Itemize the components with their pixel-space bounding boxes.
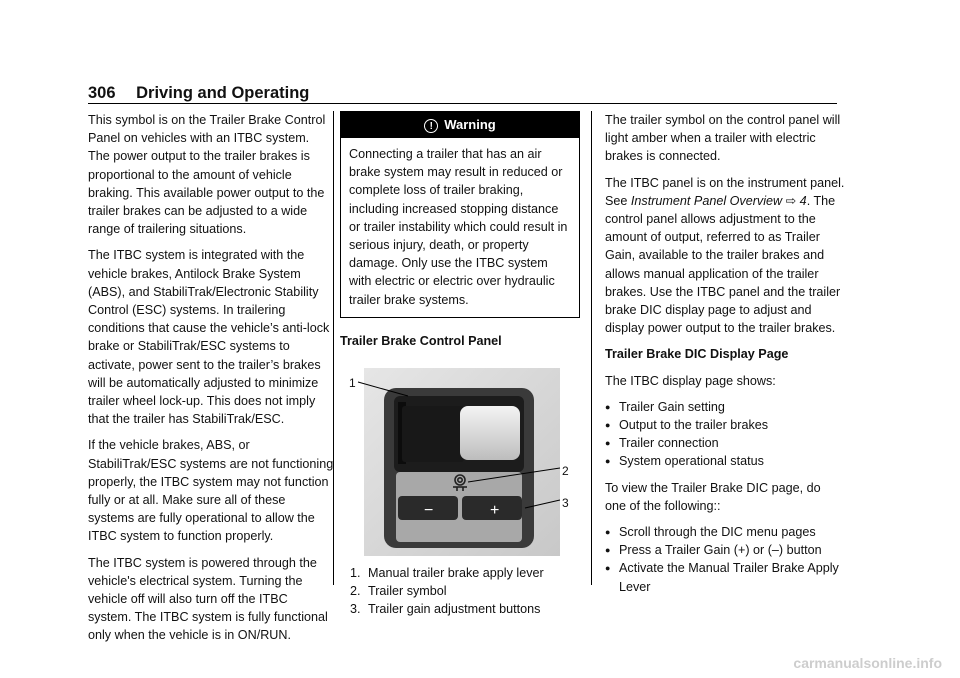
caption-item: 2. Trailer symbol: [364, 582, 580, 600]
dic-heading: Trailer Brake DIC Display Page: [605, 347, 789, 362]
page-number: 306: [88, 84, 116, 102]
column-middle: [340, 111, 580, 619]
page-ref-number[interactable]: 4: [799, 193, 807, 208]
view-steps-list: [605, 523, 845, 596]
callout-3: 3: [562, 496, 569, 511]
caption-item: 1. Manual trailer brake apply lever: [364, 564, 580, 582]
paragraph: To view the Trailer Brake DIC page, do one of the following::: [605, 480, 821, 513]
trailer-brake-panel-figure: [340, 358, 580, 558]
paragraph-text: The ITBC panel is on the instrument panel. See: [605, 175, 845, 208]
callout-2: 2: [562, 464, 569, 479]
list-item: ● System operational status: [605, 452, 845, 470]
paragraph: [605, 174, 845, 338]
warning-header: [341, 112, 579, 138]
list-item: ● Activate the Manual Trailer Brake Apply Lever: [605, 559, 845, 595]
list-item: ● Trailer Gain setting: [605, 398, 845, 416]
warning-text: Connecting a trailer that has an air brake system may result in reduced or complete loss of trailer braking, including increased stopping distance or trailer instability which could result in serious injury, death, or property damage. Only use the ITBC system with electric or electric over hydraulic trailer brake systems.: [349, 147, 568, 307]
paragraph-text: . The control panel allows adjustment to the amount of output, referred to as Trailer Gain, available to the trailer brakes and allows manual application of the trailer brakes. Use the ITBC panel and the trailer brake DIC display page to adjust and display power output to the trailer brakes.: [605, 193, 841, 336]
warning-box: [340, 111, 580, 318]
caption-item: 3. Trailer gain adjustment buttons: [364, 600, 580, 618]
warning-title: Warning: [444, 117, 496, 132]
paragraph: If the vehicle brakes, ABS, or StabiliTrak/ESC systems are not functioning properly, the ITBC system may not function fully or at all. Make sure all of these systems are fully operational to allow the ITBC system to function properly.: [88, 438, 334, 544]
paragraph: The ITBC system is integrated with the vehicle brakes, Antilock Brake System (ABS), and StabiliTrak/Electronic Stability Control (ESC) systems. In trailering conditions that cause the vehicle’s anti-lock brake or StabiliTrak/ESC systems to activate, power sent to the trailer’s brakes will be automatically adjusted to minimize trailer wheel lock-up. This does not imply that the trailer has StabiliTrak/ESC.: [88, 248, 330, 427]
warning-circle-icon: !: [424, 119, 438, 133]
list-item: ● Output to the trailer brakes: [605, 416, 845, 434]
list-item: ● Press a Trailer Gain (+) or (–) button: [605, 541, 845, 559]
figure-heading: Trailer Brake Control Panel: [340, 333, 502, 348]
list-item: ● Scroll through the DIC menu pages: [605, 523, 845, 541]
column-divider: [333, 111, 334, 585]
paragraph: This symbol is on the Trailer Brake Control Panel on vehicles with an ITBC system. The power output to the trailer brakes is proportional to the amount of vehicle braking. This available power output to the trailer brakes can be adjusted to a wide range of trailering situations.: [88, 113, 326, 237]
paragraph: The ITBC system is powered through the vehicle's electrical system. Turning the vehicle off will also turn off the ITBC system. The ITBC system is fully functional only when the vehicle is in ON/RUN.: [88, 555, 328, 643]
column-right: [605, 111, 845, 604]
instrument-panel-overview-link[interactable]: Instrument Panel Overview: [630, 193, 783, 208]
list-item: ● Trailer connection: [605, 434, 845, 452]
page-header: [88, 84, 309, 103]
callout-1: 1: [349, 376, 356, 391]
page-ref-arrow-icon: ⇨: [785, 193, 797, 208]
figure-captions: [340, 564, 580, 619]
paragraph: The trailer symbol on the control panel will light amber when a trailer with electric brakes is connected.: [605, 113, 841, 164]
minus-label: −: [424, 502, 434, 520]
plus-label: +: [490, 502, 500, 520]
section-title: Driving and Operating: [136, 84, 310, 102]
watermark: carmanualsonline.info: [793, 655, 942, 671]
header-rule: [88, 103, 837, 104]
column-divider: [591, 111, 592, 585]
paragraph: The ITBC display page shows:: [605, 373, 776, 388]
column-left: [88, 111, 334, 653]
dic-shows-list: [605, 398, 845, 471]
callout-lines: [340, 358, 580, 558]
